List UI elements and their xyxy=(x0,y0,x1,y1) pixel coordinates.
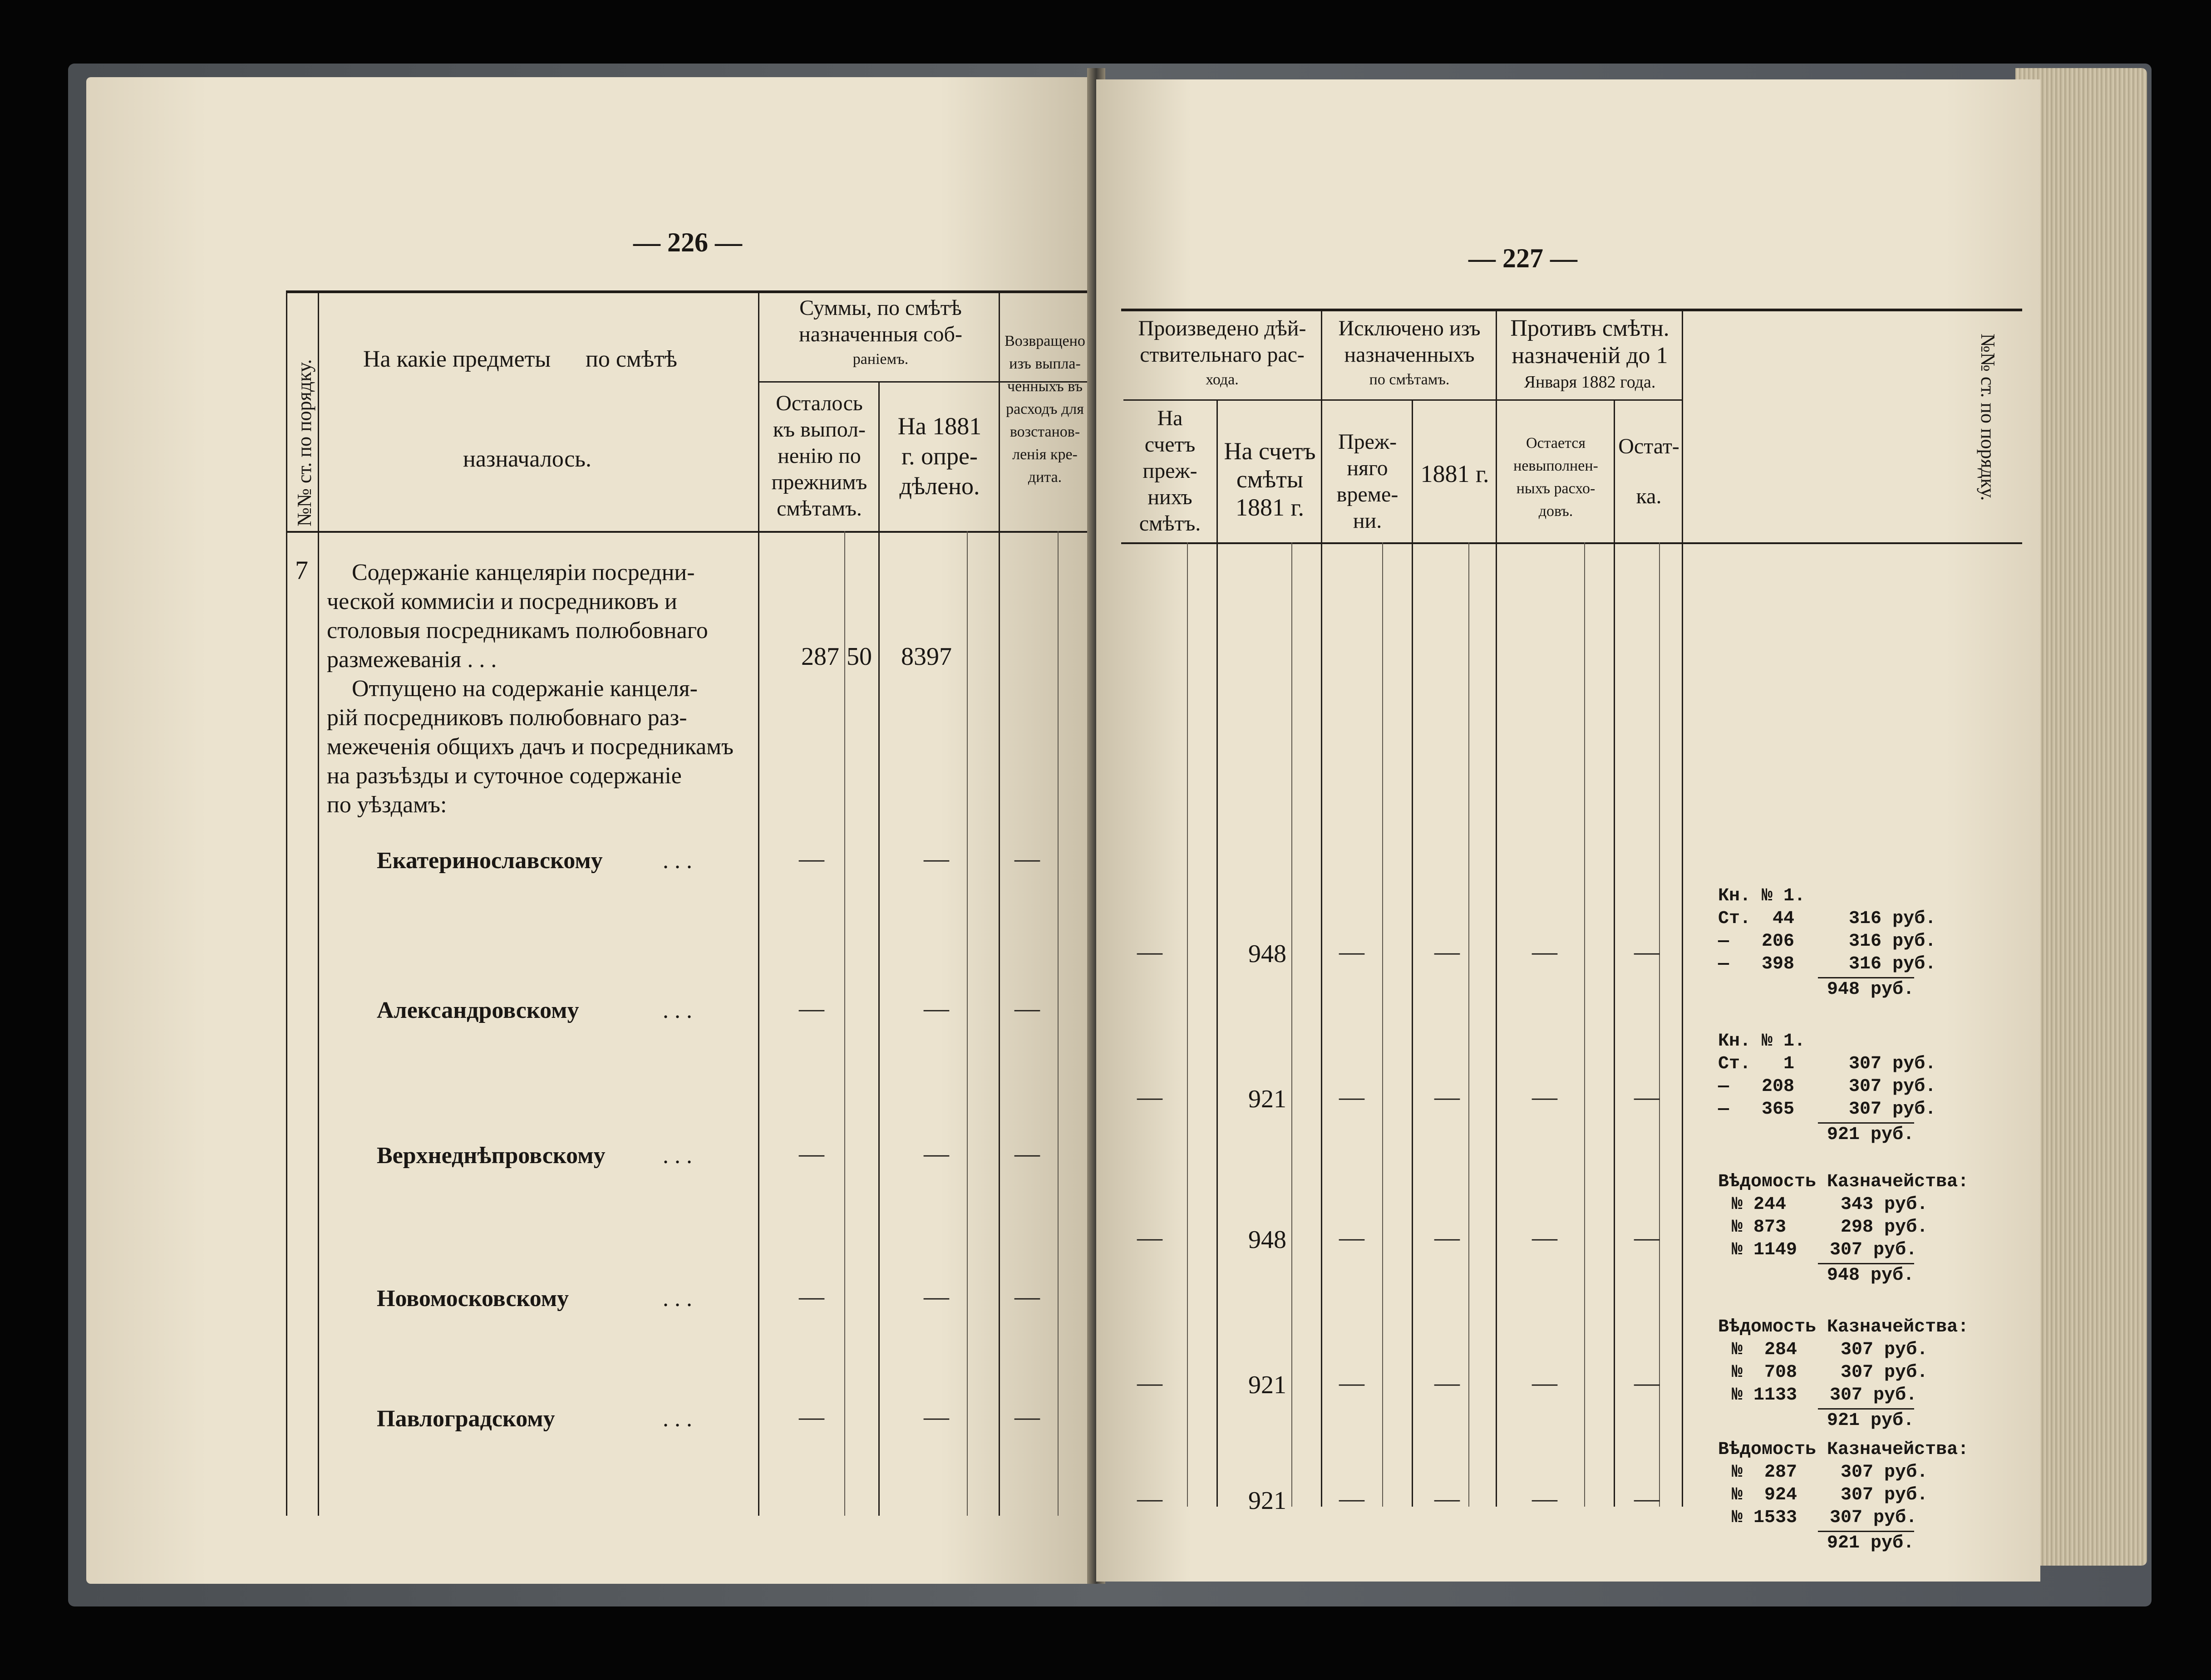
dot-leader: . . . xyxy=(663,1143,692,1169)
header-against-2: назначеній до 1 xyxy=(1512,343,1668,368)
dash: — xyxy=(1014,1403,1040,1431)
header-remain-4: прежнимъ xyxy=(771,470,867,494)
kop-rule-3 xyxy=(1058,531,1059,1516)
header-cur-3: 1881 г. xyxy=(1235,494,1305,521)
header-subject-2: по смѣтѣ xyxy=(586,346,678,372)
note-title: Вѣдомость Казначейства: xyxy=(1718,1317,1969,1337)
amount-1881: 921 xyxy=(1248,1085,1286,1113)
header-former-2: няго xyxy=(1347,456,1388,480)
amount-1881: 948 xyxy=(1248,1226,1286,1254)
dot-leader: . . . xyxy=(663,1406,692,1432)
header-col-no: №№ ст. по порядку. xyxy=(293,359,315,526)
dash: — xyxy=(924,845,949,873)
kop-rule xyxy=(1584,542,1585,1507)
note-line: № 873 298 руб. xyxy=(1732,1217,1928,1238)
dash: — xyxy=(1532,1223,1557,1252)
header-returned-6: ленія кре- xyxy=(1012,446,1078,463)
dash: — xyxy=(1532,938,1557,966)
note-total: 948 руб. xyxy=(1818,1263,1914,1287)
header-1881-2: г. опре- xyxy=(901,442,978,470)
dash: — xyxy=(1634,1484,1659,1513)
note-line: № 287 307 руб. xyxy=(1732,1462,1928,1483)
header-unfulfilled-4: довъ. xyxy=(1538,503,1573,520)
note-title: Кн. № 1. xyxy=(1718,1031,1806,1051)
header-against-3: Января 1882 года. xyxy=(1524,373,1656,392)
note-line: — 208 307 руб. xyxy=(1718,1076,1936,1097)
col-against-rule xyxy=(1682,309,1683,1507)
dash: — xyxy=(924,1282,949,1311)
col-prev-rule xyxy=(1216,399,1218,1507)
header-prev-2: счетъ xyxy=(1144,432,1196,457)
header-against-1: Противъ смѣтн. xyxy=(1510,315,1669,341)
body-line: Отпущено на содержаніе канцеля- xyxy=(352,676,698,702)
col-subject-rule xyxy=(758,290,759,1516)
kop-rule xyxy=(1382,542,1383,1507)
note-total: 921 руб. xyxy=(1818,1408,1914,1432)
header-prev-5: смѣтъ. xyxy=(1139,511,1201,535)
note-line: № 924 307 руб. xyxy=(1732,1485,1928,1505)
dash: — xyxy=(1137,1223,1162,1252)
header-sums-3: раніемъ. xyxy=(852,351,909,368)
dash: — xyxy=(1634,938,1659,966)
dash: — xyxy=(1339,1223,1364,1252)
header-excluded-1: Исключено изъ xyxy=(1338,316,1481,340)
header-excluded-3: по смѣтамъ. xyxy=(1369,371,1450,388)
kop-rule xyxy=(1468,542,1469,1507)
header-returned-4: расходъ для xyxy=(1006,401,1084,418)
body-line: по уѣздамъ: xyxy=(327,792,447,818)
page-number-left: — 226 — xyxy=(633,227,742,257)
dash: — xyxy=(799,1403,824,1431)
left-page xyxy=(86,77,1092,1584)
dash: — xyxy=(1137,1083,1162,1111)
amount-1881: 921 xyxy=(1248,1371,1286,1399)
header-produced-3: хода. xyxy=(1206,371,1239,388)
dash: — xyxy=(1339,1369,1364,1397)
district-name: Павлоградскому xyxy=(377,1406,555,1432)
col-no-rule xyxy=(318,290,319,1516)
header-returned-1: Возвращено xyxy=(1005,333,1085,349)
body-line: межеченія общихъ дачъ и посредникамъ xyxy=(327,734,734,760)
body-line: рій посредниковъ полюбовнаго раз- xyxy=(327,705,687,731)
header-rest-2: ка. xyxy=(1636,484,1662,508)
header-remain-2: къ выпол- xyxy=(773,418,866,442)
header-col-no-right: №№ ст. по порядку. xyxy=(1977,334,1999,501)
remain-value: 287 xyxy=(801,643,839,671)
dash: — xyxy=(1137,1369,1162,1397)
dash: — xyxy=(1137,1484,1162,1513)
body-line: столовыя посредникамъ полюбовнаго xyxy=(327,618,708,644)
header-bottom-rule xyxy=(286,531,1092,533)
dash: — xyxy=(1434,1223,1460,1252)
dash: — xyxy=(924,1403,949,1431)
header-unfulfilled-1: Остается xyxy=(1526,435,1586,452)
dash: — xyxy=(1434,1083,1460,1111)
amount-1881: 921 xyxy=(1248,1487,1286,1515)
header-former-4: ни. xyxy=(1353,509,1382,533)
header-former-1: Преж- xyxy=(1338,430,1397,454)
header-returned-7: дита. xyxy=(1028,469,1062,486)
dash: — xyxy=(1339,1083,1364,1111)
dash: — xyxy=(1014,994,1040,1022)
header-sub-rule-2 xyxy=(1496,399,1682,401)
body-line: ческой коммисіи и посредниковъ и xyxy=(327,589,677,614)
dash: — xyxy=(924,994,949,1022)
note-line: Ст. 44 316 руб. xyxy=(1718,909,1936,929)
col-produced-rule xyxy=(1321,309,1322,1507)
dash: — xyxy=(1137,938,1162,966)
kop-rule xyxy=(1291,542,1292,1507)
header-unfulfilled-3: ныхъ расхо- xyxy=(1516,480,1595,497)
dash: — xyxy=(1532,1484,1557,1513)
header-produced-1: Произведено дѣй- xyxy=(1138,316,1306,340)
note-line: № 244 343 руб. xyxy=(1732,1194,1928,1215)
value-1881: 8397 xyxy=(901,643,952,671)
note-total: 921 руб. xyxy=(1818,1531,1914,1555)
note-line: № 708 307 руб. xyxy=(1732,1362,1928,1383)
page-number-right: — 227 — xyxy=(1468,243,1577,273)
header-1881-3: дѣлено. xyxy=(899,472,980,500)
header-prev-4: нихъ xyxy=(1147,485,1192,509)
header-bottom-rule xyxy=(1121,542,2022,544)
district-name: Верхнеднѣпровскому xyxy=(377,1143,606,1169)
header-year-1881: 1881 г. xyxy=(1420,460,1489,487)
dash: — xyxy=(799,1140,824,1168)
note-total: 948 руб. xyxy=(1818,977,1914,1001)
dash: — xyxy=(1532,1369,1557,1397)
header-rest-1: Остат- xyxy=(1618,434,1679,458)
header-sums-1: Суммы, по смѣтѣ xyxy=(799,296,962,320)
header-former-3: време- xyxy=(1336,482,1398,506)
dash: — xyxy=(1532,1083,1557,1111)
header-remain-1: Осталось xyxy=(776,391,863,415)
dash: — xyxy=(924,1140,949,1168)
header-1881-1: На 1881 xyxy=(897,413,982,440)
dash: — xyxy=(1634,1369,1659,1397)
note-title: Кн. № 1. xyxy=(1718,886,1806,906)
header-sums-2: назначенныя соб- xyxy=(799,322,962,346)
dash: — xyxy=(1339,1484,1364,1513)
dash: — xyxy=(1434,1369,1460,1397)
header-produced-2: ствительнаго рас- xyxy=(1140,343,1305,367)
header-prev-1: На xyxy=(1157,406,1183,430)
dash: — xyxy=(799,994,824,1022)
dash: — xyxy=(1434,1484,1460,1513)
dash: — xyxy=(1339,938,1364,966)
dash: — xyxy=(1634,1223,1659,1252)
header-remain-5: смѣтамъ. xyxy=(777,496,862,521)
right-page xyxy=(1096,79,2040,1582)
note-line: — 398 316 руб. xyxy=(1718,954,1936,974)
note-line: — 365 307 руб. xyxy=(1718,1099,1936,1120)
dash: — xyxy=(799,1282,824,1311)
header-prev-3: преж- xyxy=(1142,459,1197,483)
header-cur-2: смѣты xyxy=(1236,466,1304,493)
left-edge-rule xyxy=(286,290,287,1516)
header-excluded-2: назначенныхъ xyxy=(1344,343,1475,367)
header-returned-3: ченныхъ въ xyxy=(1007,378,1083,395)
header-subject-3: назначалось. xyxy=(463,446,592,472)
dash: — xyxy=(1014,1282,1040,1311)
col-unfulfilled-rule xyxy=(1614,399,1615,1507)
header-cur-1: На счетъ xyxy=(1224,437,1316,465)
dash: — xyxy=(799,845,824,873)
district-name: Александровскому xyxy=(377,997,579,1023)
district-name: Новомосковскому xyxy=(377,1286,569,1312)
note-title: Вѣдомость Казначейства: xyxy=(1718,1172,1969,1192)
col-former-rule xyxy=(1412,399,1413,1507)
note-line: — 206 316 руб. xyxy=(1718,931,1936,952)
body-line: на разъѣзды и суточное содержаніе xyxy=(327,763,682,789)
table-top-rule xyxy=(1121,309,2022,311)
note-total: 921 руб. xyxy=(1818,1122,1914,1146)
note-line: Ст. 1 307 руб. xyxy=(1718,1054,1936,1074)
dash: — xyxy=(1014,845,1040,873)
district-name: Екатеринославскому xyxy=(377,848,603,874)
col-excluded-rule xyxy=(1496,309,1497,1507)
dot-leader: . . . xyxy=(663,848,692,874)
dash: — xyxy=(1634,1083,1659,1111)
remain-kop: 50 xyxy=(847,643,872,671)
article-number: 7 xyxy=(295,555,308,585)
header-returned-5: возстанов- xyxy=(1009,423,1080,440)
header-subject-1: На какіе предметы xyxy=(363,346,551,372)
kop-rule xyxy=(1659,542,1660,1507)
note-line: № 1149 307 руб. xyxy=(1732,1240,1917,1260)
dash: — xyxy=(1014,1140,1040,1168)
dot-leader: . . . xyxy=(663,997,692,1023)
kop-rule-1 xyxy=(844,531,845,1516)
amount-1881: 948 xyxy=(1248,940,1286,968)
table-top-rule xyxy=(286,290,1092,293)
note-line: № 1133 307 руб. xyxy=(1732,1385,1917,1405)
note-title: Вѣдомость Казначейства: xyxy=(1718,1439,1969,1460)
kop-rule-2 xyxy=(967,531,968,1516)
kop-rule xyxy=(1187,542,1188,1507)
body-line: Содержаніе канцеляріи посредни- xyxy=(352,560,695,585)
header-returned-2: изъ выпла- xyxy=(1009,355,1081,372)
header-remain-3: ненію по xyxy=(778,444,861,468)
dot-leader: . . . xyxy=(663,1286,692,1312)
body-line: размежеванія . . . xyxy=(327,647,497,673)
header-unfulfilled-2: невыполнен- xyxy=(1513,457,1598,474)
note-line: № 1533 307 руб. xyxy=(1732,1508,1917,1528)
dash: — xyxy=(1434,938,1460,966)
col-remain-rule xyxy=(878,381,880,1516)
note-line: № 284 307 руб. xyxy=(1732,1340,1928,1360)
